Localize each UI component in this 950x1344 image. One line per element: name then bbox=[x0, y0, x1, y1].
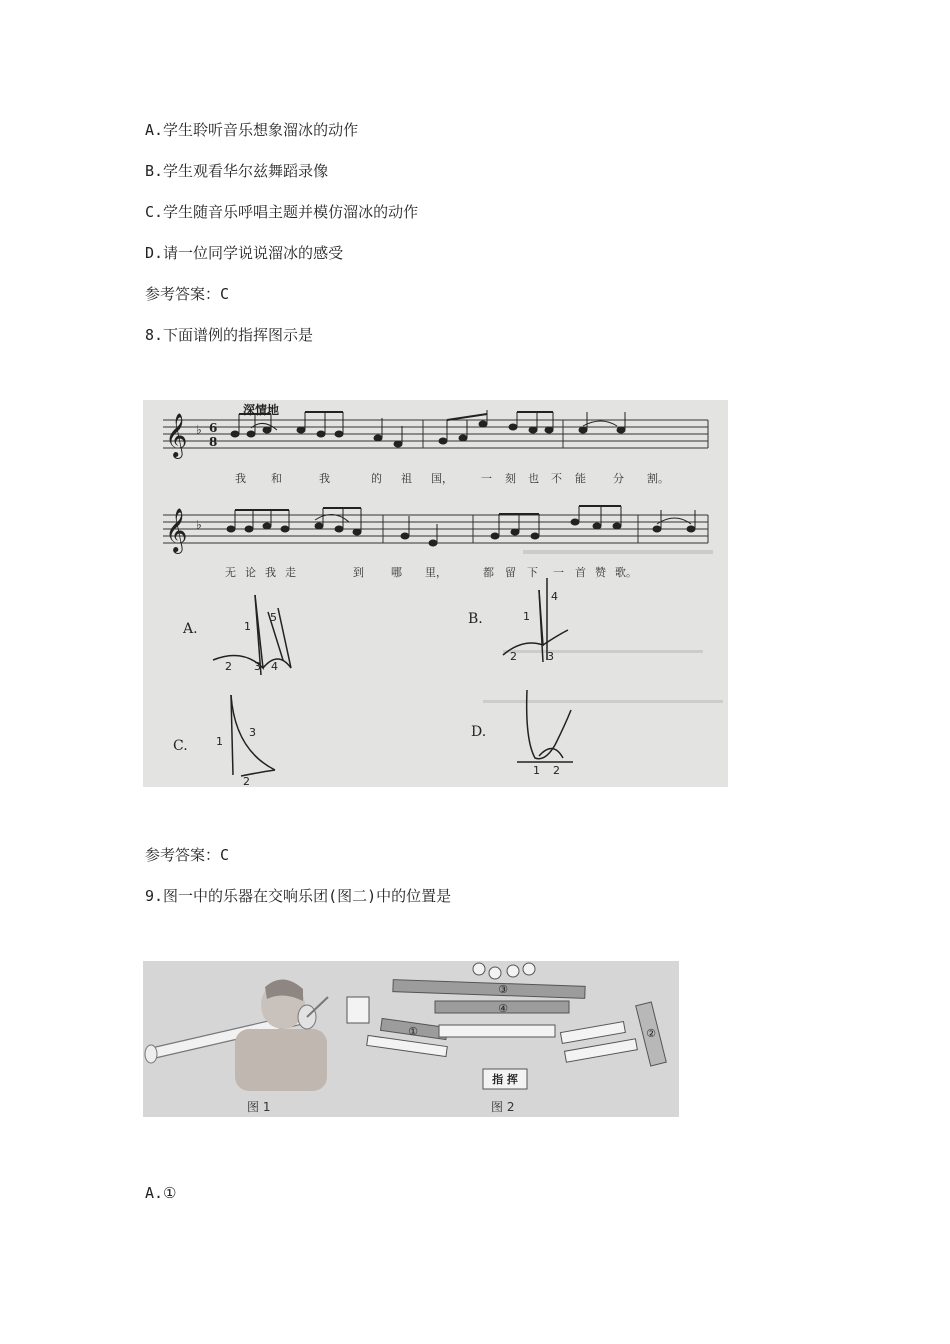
lyric: 我 bbox=[319, 472, 330, 485]
lyric: 和 bbox=[271, 472, 282, 485]
lyric: 歌。 bbox=[615, 566, 637, 579]
conductor-label: 指 挥 bbox=[492, 1073, 518, 1086]
q7-answer: 参考答案：C bbox=[145, 285, 230, 303]
lyric: 走 bbox=[285, 566, 296, 579]
beat-number: 4 bbox=[271, 660, 278, 673]
lyric: 一 bbox=[553, 566, 564, 579]
fig2-caption: 图 2 bbox=[491, 1100, 515, 1114]
beat-number: 3 bbox=[249, 726, 256, 739]
lyric: 我 bbox=[265, 566, 276, 579]
lyrics-line-2 bbox=[225, 565, 637, 579]
lyric: 论 bbox=[245, 566, 256, 579]
lyric: 国， bbox=[431, 472, 453, 485]
orchestra-photo bbox=[143, 961, 679, 1117]
beat-number: 2 bbox=[225, 660, 232, 673]
lyric: 哪 bbox=[391, 566, 402, 579]
lyric: 到 bbox=[353, 566, 364, 579]
position-marker: ④ bbox=[498, 1002, 508, 1015]
notes-line-2 bbox=[227, 506, 695, 546]
q8-answer: 参考答案：C bbox=[145, 846, 230, 864]
beat-number: 2 bbox=[510, 650, 517, 663]
lyric: 我 bbox=[235, 472, 246, 485]
q9-question: 9.图一中的乐器在交响乐团(图二)中的位置是 bbox=[145, 887, 452, 905]
beat-number: 1 bbox=[533, 764, 540, 777]
time-sig-bottom: 8 bbox=[209, 435, 218, 449]
lyric: 的 bbox=[371, 472, 382, 485]
beat-number: 1 bbox=[523, 610, 530, 623]
q7-option-b: B.学生观看华尔兹舞蹈录像 bbox=[145, 162, 329, 180]
flat-sign-icon: ♭ bbox=[195, 423, 203, 438]
beat-number: 1 bbox=[244, 620, 251, 633]
lyric: 不 bbox=[551, 472, 562, 485]
fig1-caption: 图 1 bbox=[247, 1100, 271, 1114]
score-photo bbox=[143, 400, 728, 787]
q7-option-c: C.学生随音乐呼唱主题并模仿溜冰的动作 bbox=[145, 203, 419, 221]
q7-option-d: D.请一位同学说说溜冰的感受 bbox=[145, 244, 344, 262]
q9-option-a: A.① bbox=[145, 1184, 177, 1202]
lyric: 也 bbox=[528, 472, 539, 485]
choice-d-label: D. bbox=[471, 724, 487, 740]
treble-clef-icon: 𝄞 bbox=[165, 413, 188, 457]
beat-number: 3 bbox=[254, 660, 261, 673]
q8-question: 8.下面谱例的指挥图示是 bbox=[145, 326, 314, 344]
lyric: 祖 bbox=[401, 472, 412, 485]
position-marker: ② bbox=[646, 1027, 656, 1040]
lyrics-line-1 bbox=[235, 471, 669, 485]
lyric: 首 bbox=[575, 566, 586, 579]
lyric: 能 bbox=[575, 472, 586, 485]
tempo-marking: 深情地 bbox=[243, 403, 280, 417]
choice-c-label: C. bbox=[173, 738, 188, 754]
trombone-player-illustration bbox=[145, 979, 328, 1091]
lyric: 都 bbox=[483, 566, 494, 579]
lyric: 刻 bbox=[505, 472, 516, 485]
beat-number: 4 bbox=[551, 590, 558, 603]
beat-number: 2 bbox=[243, 775, 250, 787]
lyric: 一 bbox=[481, 472, 492, 485]
position-marker: ③ bbox=[498, 983, 508, 996]
time-sig-top: 6 bbox=[209, 421, 218, 435]
lyric: 分 bbox=[613, 472, 624, 485]
lyric: 留 bbox=[505, 566, 516, 579]
flat-sign-icon: ♭ bbox=[195, 518, 203, 533]
lyric: 赞 bbox=[595, 566, 606, 579]
beat-number: 3 bbox=[547, 650, 554, 663]
lyric: 割。 bbox=[647, 472, 669, 485]
beat-number: 2 bbox=[553, 764, 560, 777]
choice-a-label: A. bbox=[183, 621, 198, 637]
lyric: 无 bbox=[225, 566, 236, 579]
beat-number: 1 bbox=[216, 735, 223, 748]
treble-clef-icon: 𝄞 bbox=[165, 508, 188, 552]
position-marker: ① bbox=[408, 1025, 418, 1038]
beat-number: 5 bbox=[270, 611, 277, 624]
staff-line-1 bbox=[163, 420, 708, 448]
orchestra-seating-diagram bbox=[347, 963, 666, 1089]
lyric: 里， bbox=[425, 566, 447, 579]
lyric: 下 bbox=[527, 566, 538, 579]
q7-option-a: A.学生聆听音乐想象溜冰的动作 bbox=[145, 121, 359, 139]
choice-b-label: B. bbox=[468, 611, 483, 627]
